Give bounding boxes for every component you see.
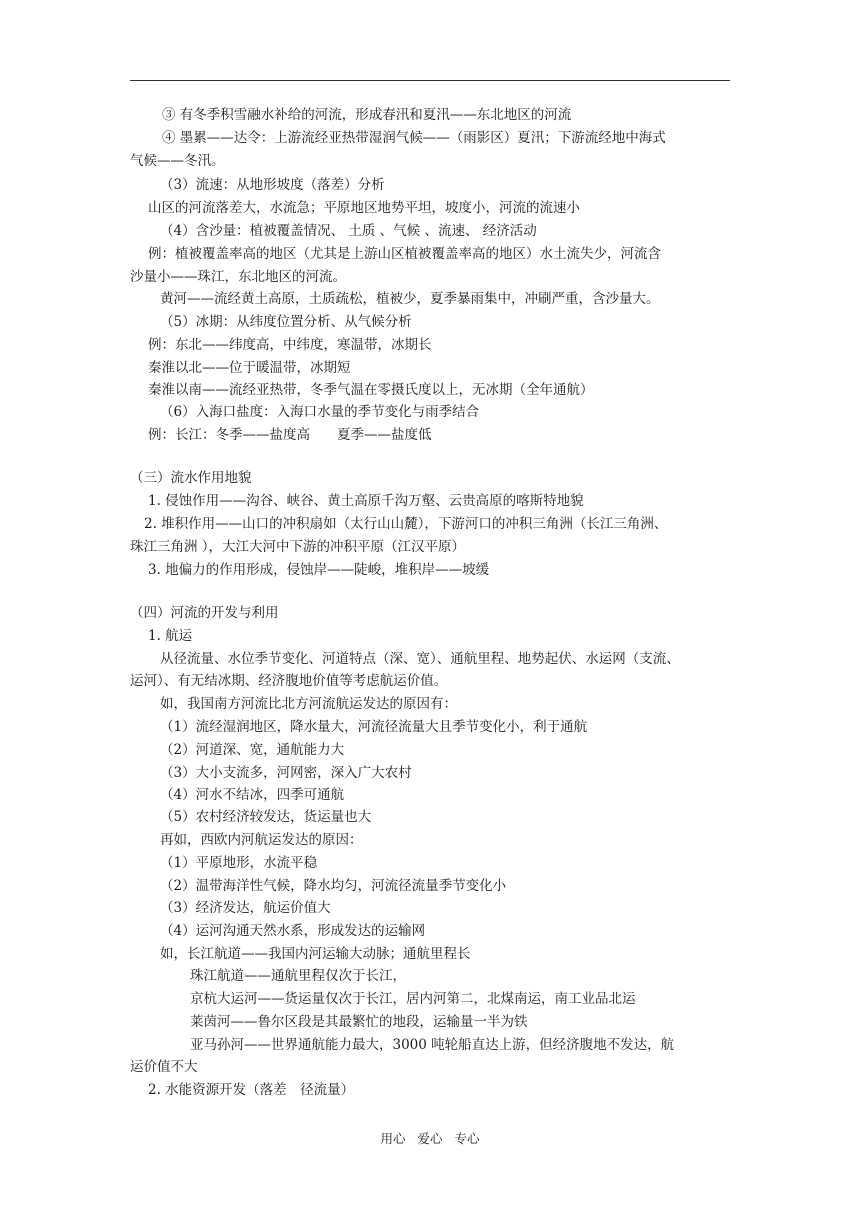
section-heading: （三）流水作用地貌: [130, 470, 252, 486]
text-line: 亚马孙河——世界通航能力最大，3000 吨轮船直达上游，但经济腹地不发达，航: [190, 1037, 675, 1053]
text-line: 秦淮以北——位于暖温带，冰期短: [148, 360, 351, 376]
text-line: （1）平原地形，水流平稳: [160, 855, 318, 871]
text-line: 京杭大运河——货运量仅次于长江，居内河第二，北煤南运，南工业品北运: [190, 991, 636, 1007]
text-line: （2）河道深、宽，通航能力大: [160, 742, 345, 758]
text-line: 运价值不大: [130, 1059, 198, 1075]
text-line: 1. 航运: [148, 628, 193, 644]
text-line: （5）冰期：从纬度位置分析、从气候分析: [160, 314, 412, 330]
header-rule: [130, 80, 730, 81]
text-line: 2. 堆积作用——山口的冲积扇如（太行山山麓），下游河口的冲积三角洲（长江三角洲、: [144, 516, 668, 532]
text-line: 如，我国南方河流比北方河流航运发达的原因有：: [160, 696, 457, 712]
text-line: ③ 有冬季积雪融水补给的河流，形成春汛和夏汛——东北地区的河流: [162, 107, 572, 123]
page-footer: 用心 爱心 专心: [380, 1131, 480, 1146]
text-line: 黄河——流经黄土高原，土质疏松，植被少，夏季暴雨集中，冲刷严重，含沙量大。: [160, 291, 660, 307]
text-line: 莱茵河——鲁尔区段是其最繁忙的地段，运输量一半为铁: [190, 1014, 528, 1030]
text-line: ④ 墨累——达令：上游流经亚热带湿润气候——（雨影区）夏汛；下游流经地中海式: [162, 130, 666, 146]
text-line: 气候——冬汛。: [130, 153, 225, 169]
text-line: （4）运河沟通天然水系，形成发达的运输网: [160, 923, 426, 939]
text-line: （2）温带海洋性气候，降水均匀，河流径流量季节变化小: [160, 878, 507, 894]
text-line: 例：长江：冬季——盐度高 夏季——盐度低: [148, 427, 432, 443]
text-line: （4）含沙量：植被覆盖情况、 土质 、气候 、流速、 经济活动: [160, 223, 537, 239]
text-line: 珠江航道——通航里程仅次于长江，: [190, 968, 406, 984]
text-line: 山区的河流落差大，水流急；平原地区地势平坦，坡度小，河流的流速小: [148, 200, 580, 216]
text-line: （6）入海口盐度：入海口水量的季节变化与雨季结合: [160, 404, 480, 420]
section-heading: （四）河流的开发与利用: [130, 605, 279, 621]
text-line: 从径流量、水位季节变化、河道特点（深、宽）、通航里程、地势起伏、水运网（支流、: [160, 651, 680, 667]
text-line: （3）大小支流多，河网密，深入广大农村: [160, 765, 412, 781]
text-line: （3）经济发达，航运价值大: [160, 900, 331, 916]
text-line: （3）流速：从地形坡度（落差）分析: [160, 177, 385, 193]
text-line: 再如，西欧内河航运发达的原因：: [160, 832, 363, 848]
text-line: 例：东北——纬度高，中纬度，寒温带，冰期长: [148, 337, 432, 353]
text-line: 3. 地偏力的作用形成，侵蚀岸——陡峻，堆积岸——坡缓: [148, 562, 490, 578]
text-line: 2. 水能资源开发（落差 径流量）: [148, 1082, 355, 1098]
text-line: 珠江三角洲 ），大江大河中下游的冲积平原（江汉平原）: [130, 539, 466, 555]
text-line: 运河）、有无结冰期、经济腹地价值等考虑航运价值。: [130, 673, 448, 689]
text-line: 秦淮以南——流经亚热带，冬季气温在零摄氏度以上，无冰期（全年通航）: [148, 382, 594, 398]
text-line: 1. 侵蚀作用——沟谷、峡谷、黄土高原千沟万壑、云贵高原的喀斯特地貌: [148, 493, 584, 509]
text-line: （5）农村经济较发达，货运量也大: [160, 809, 372, 825]
text-line: （4）河水不结冰，四季可通航: [160, 787, 345, 803]
text-line: 如，长江航道——我国内河运输大动脉；通航里程长: [160, 946, 471, 962]
text-line: 例：植被覆盖率高的地区（尤其是上游山区植被覆盖率高的地区）水土流失少，河流含: [148, 246, 661, 262]
text-line: 沙量小——珠江，东北地区的河流。: [130, 269, 346, 285]
text-line: （1）流经湿润地区，降水量大，河流径流量大且季节变化小，利于通航: [160, 719, 588, 735]
